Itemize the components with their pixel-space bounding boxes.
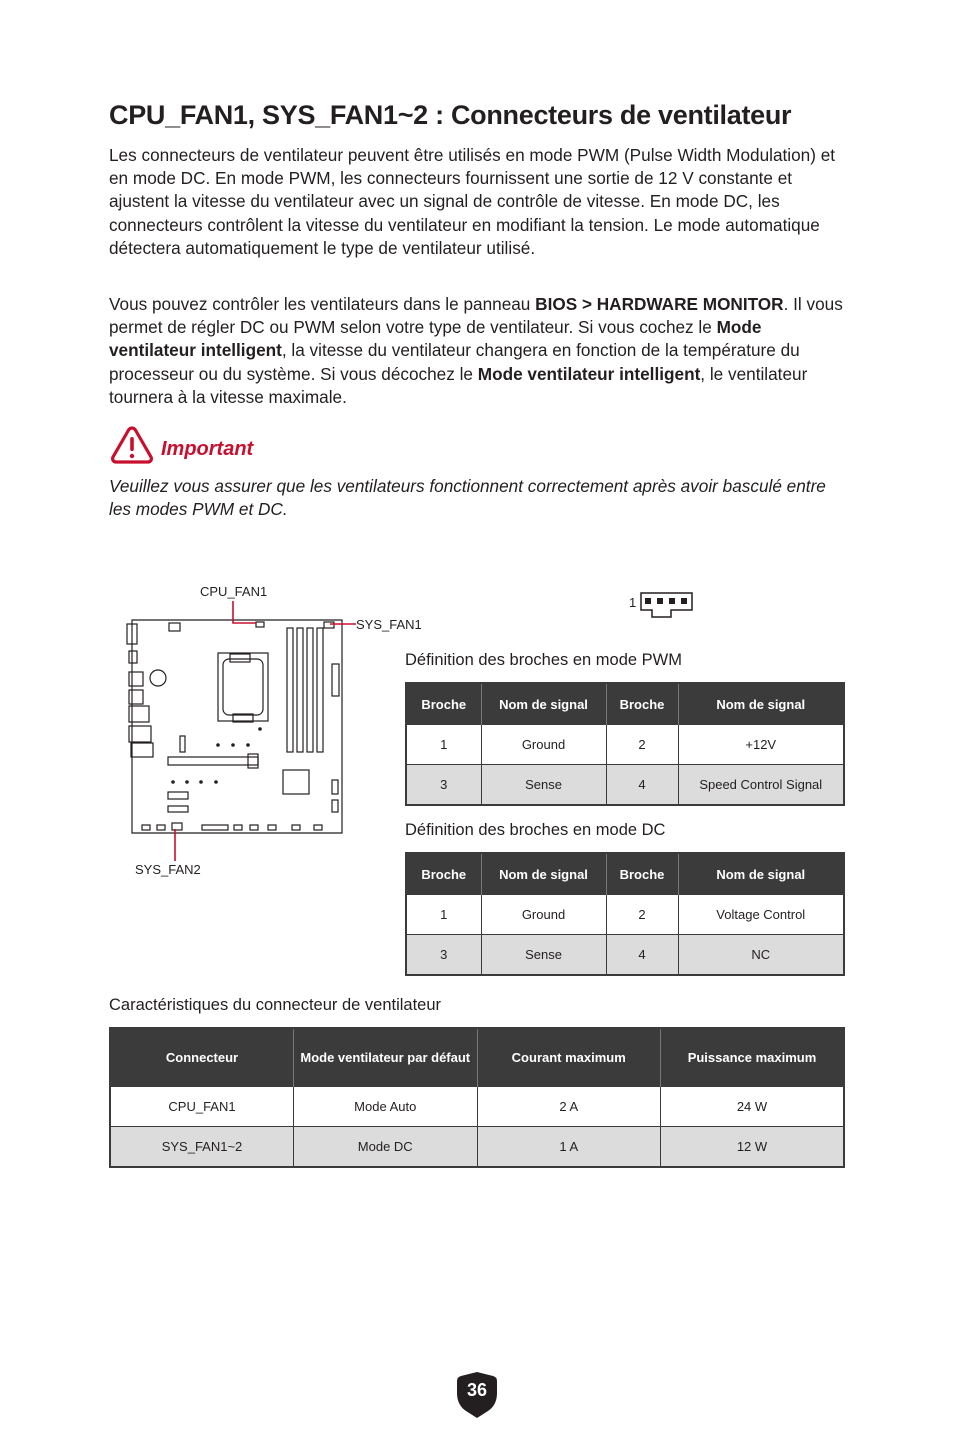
page-title: CPU_FAN1, SYS_FAN1~2 : Connecteurs de ventilateur xyxy=(109,100,792,130)
table-cell: 4 xyxy=(606,935,678,976)
important-text: Veuillez vous assurer que les ventilateurs fonctionnent correctement après avoir basculé entre les modes PWM et DC. xyxy=(109,476,826,520)
table-cell: NC xyxy=(678,935,844,976)
table-cell: 1 xyxy=(406,895,481,935)
column-header: Mode ventilateur par défaut xyxy=(294,1028,478,1087)
warning-icon xyxy=(110,424,154,466)
table-row xyxy=(110,1127,844,1168)
column-header: Broche xyxy=(406,853,481,895)
table-cell: Mode DC xyxy=(294,1127,478,1168)
column-header: Connecteur xyxy=(110,1028,294,1087)
column-header: Nom de signal xyxy=(678,683,844,725)
table-cell: 2 A xyxy=(477,1087,661,1127)
bios-menu-path: BIOS > HARDWARE MONITOR xyxy=(535,294,784,314)
table-cell: Speed Control Signal xyxy=(678,765,844,806)
table-cell: 24 W xyxy=(661,1087,845,1127)
table-cell: 3 xyxy=(406,765,481,806)
specs-table xyxy=(109,1027,845,1168)
table-cell: 2 xyxy=(606,725,678,765)
table-cell: Ground xyxy=(481,895,606,935)
table-cell: 12 W xyxy=(661,1127,845,1168)
sys-fan1-label: SYS_FAN1 xyxy=(356,617,422,632)
table-row xyxy=(406,725,844,765)
pin-one-label: 1 xyxy=(629,595,637,610)
table-cell: 4 xyxy=(606,765,678,806)
table-cell: Ground xyxy=(481,725,606,765)
smart-fan-mode-1: Mode ventilateur intelligent xyxy=(109,317,762,361)
column-header: Courant maximum xyxy=(477,1028,661,1087)
table-row xyxy=(406,895,844,935)
important-heading: Important xyxy=(161,438,254,460)
table-row xyxy=(406,765,844,806)
dc-pin-table xyxy=(405,852,845,976)
cpu-fan1-label: CPU_FAN1 xyxy=(200,584,268,599)
page-number: 36 xyxy=(466,1380,488,1400)
column-header: Puissance maximum xyxy=(661,1028,845,1087)
smart-fan-mode-2: Mode ventilateur intelligent xyxy=(477,363,701,384)
sys-fan2-label: SYS_FAN2 xyxy=(135,862,201,877)
bios-text-1: Vous pouvez contrôler les ventilateurs dans le panneau xyxy=(109,294,536,314)
column-header: Nom de signal xyxy=(481,683,606,725)
table-cell: CPU_FAN1 xyxy=(110,1087,294,1127)
table-cell: Sense xyxy=(481,765,606,806)
specs-table-title: Caractéristiques du connecteur de ventilateur xyxy=(109,996,442,1014)
table-cell: Voltage Control xyxy=(678,895,844,935)
pwm-pin-table xyxy=(405,682,845,806)
bios-text-4: , le ventilateur tournera à la vitesse maximale. xyxy=(109,363,808,407)
bios-paragraph xyxy=(109,293,849,409)
column-header: Broche xyxy=(606,853,678,895)
column-header: Broche xyxy=(406,683,481,725)
table-cell: Sense xyxy=(481,935,606,976)
bios-text-3: , la vitesse du ventilateur changera en fonction de la température du processeur ou du système. Si vous décochez le xyxy=(109,340,800,384)
fan-connector-icon xyxy=(640,592,694,620)
table-cell: SYS_FAN1~2 xyxy=(110,1127,294,1168)
table-cell: 1 A xyxy=(477,1127,661,1168)
column-header: Broche xyxy=(606,683,678,725)
table-cell: +12V xyxy=(678,725,844,765)
column-header: Nom de signal xyxy=(481,853,606,895)
dc-table-title: Définition des broches en mode DC xyxy=(405,821,666,839)
column-header: Nom de signal xyxy=(678,853,844,895)
table-cell: Mode Auto xyxy=(294,1087,478,1127)
table-cell: 3 xyxy=(406,935,481,976)
table-cell: 2 xyxy=(606,895,678,935)
table-row xyxy=(110,1087,844,1127)
bios-text-2: . Il vous permet de régler DC ou PWM selon votre type de ventilateur. Si vous cochez le xyxy=(109,294,843,338)
table-row xyxy=(406,935,844,976)
intro-paragraph: Les connecteurs de ventilateur peuvent être utilisés en mode PWM (Pulse Width Modulation) et en mode DC. En mode PWM, les connecteurs fournissent une sortie de 12 V constante et ajustent la vitesse du ventilateur avec un signal de contrôle de vitesse. En mode DC, les connecteurs contrôlent la vitesse du ventilateur en modifiant la tension. Le mode automatique détectera automatiquement le type de ventilateur utilisé. xyxy=(109,145,836,258)
pwm-table-title: Définition des broches en mode PWM xyxy=(405,651,682,669)
table-cell: 1 xyxy=(406,725,481,765)
motherboard-diagram xyxy=(120,596,360,866)
